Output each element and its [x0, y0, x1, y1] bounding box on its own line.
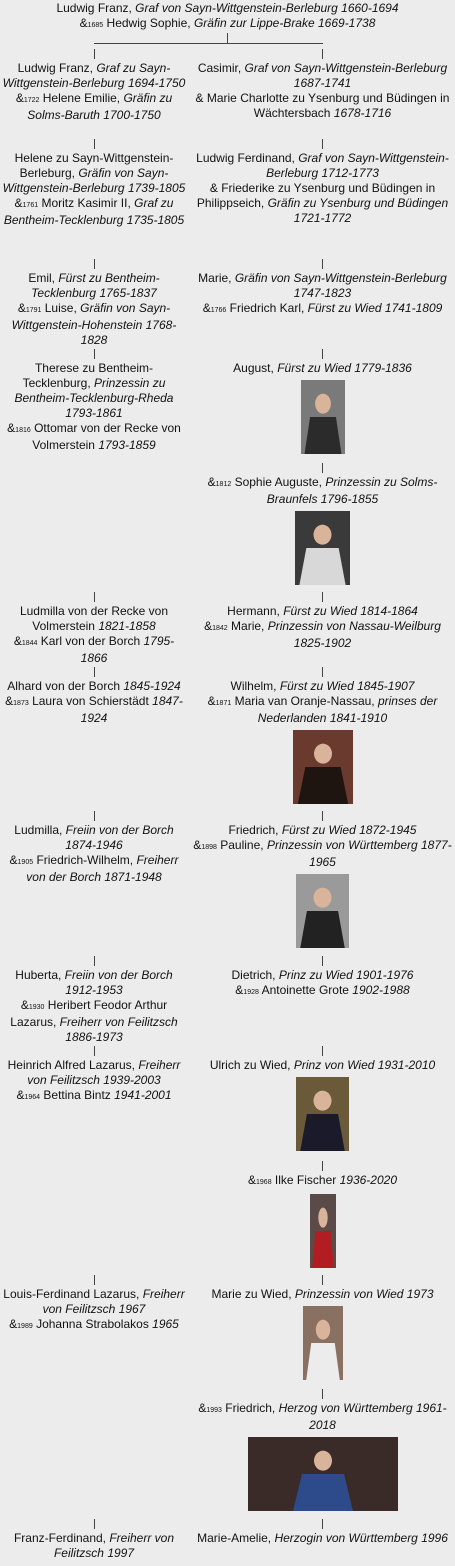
person-line: [190, 679, 455, 694]
person-title: Freiin von der Borch 1912-1953: [64, 968, 173, 997]
root-connector: [227, 33, 228, 43]
person-name: &: [248, 1173, 257, 1187]
person-title: Graf zu Bentheim-Tecklenburg 1735-1805: [3, 196, 185, 227]
person-title: Prinzessin von Wied 1973: [294, 1287, 434, 1301]
person-name: &: [235, 983, 244, 997]
person-line: [2, 604, 186, 634]
marriage-year: 1761: [22, 202, 39, 209]
person-line: [190, 1287, 455, 1302]
spouse-line: [190, 619, 455, 651]
marriage-year: 1873: [13, 700, 29, 707]
marriage-year: 1993: [206, 1407, 222, 1414]
left-person-2: [2, 271, 186, 348]
person-title: Fürst zu Wied 1872-1945: [281, 823, 417, 837]
person-name: Ilke Fischer: [271, 1173, 340, 1187]
person-name: Marie zu Wied,: [211, 1287, 295, 1301]
left-person-6: [2, 823, 186, 885]
person-name: Marie,: [198, 271, 235, 285]
person-name: Louis-Ferdinand Lazarus,: [3, 1287, 143, 1301]
person-name: Marie,: [227, 619, 268, 633]
right-person-12: [190, 1401, 455, 1511]
right-descent-tick: [322, 139, 323, 149]
person-title: Gräfin zu Solms-Baruth 1700-1750: [27, 91, 173, 122]
person-name: Karl von der Borch: [37, 634, 144, 648]
left-descent-tick: [94, 1046, 95, 1056]
person-name: Johanna Strabolakos: [32, 1317, 153, 1331]
person-line: [2, 823, 186, 853]
left-descent-tick: [94, 956, 95, 966]
person-name: Moritz Kasimir II,: [38, 196, 135, 210]
right-person-6: [190, 679, 455, 804]
right-descent-tick: [322, 811, 323, 821]
person-name: & Friederike zu Ysenburg und Büdingen in Philippseich,: [196, 181, 436, 210]
portrait-photo-ilke: [310, 1194, 336, 1268]
right-descent-tick: [322, 349, 323, 359]
left-person-5: [2, 679, 186, 726]
person-name: Ludmilla,: [14, 823, 66, 837]
person-name: Friedrich,: [228, 823, 282, 837]
person-line: [2, 968, 186, 998]
person-title: Graf zu Sayn-Wittgenstein-Berleburg 1694-1750: [2, 61, 186, 90]
left-person-1: [2, 151, 186, 228]
left-descent-tick: [94, 811, 95, 821]
marriage-marker: &: [79, 16, 88, 30]
marriage-year: 1685: [87, 22, 104, 29]
right-person-10: [190, 1173, 455, 1268]
person-name: &: [14, 196, 23, 210]
left-person-9: [2, 1287, 186, 1334]
left-person-8: [2, 1058, 186, 1105]
person-title: 1821-1858: [98, 619, 156, 633]
person-name: Bettina Bintz: [40, 1088, 115, 1102]
person-name: &: [7, 421, 16, 435]
person-line: [2, 361, 186, 421]
person-title: 1795-1866: [80, 634, 175, 665]
person-title: Gräfin von Sayn-Wittgenstein-Berleburg 1739-1805: [2, 166, 186, 195]
right-descent-tick: [322, 956, 323, 966]
spouse-line: [2, 196, 186, 228]
person-name: &: [9, 1317, 18, 1331]
spouse-line: [190, 181, 455, 226]
person-name: Ottomar von der Recke von Volmerstein: [30, 421, 181, 452]
person-title: Fürst zu Bentheim-Tecklenburg 1765-1837: [31, 271, 160, 300]
left-descent-tick: [94, 1275, 95, 1285]
person-title: Fürst zu Wied 1814-1864: [283, 604, 418, 618]
person-title: Gräfin von Sayn-Wittgenstein-Berleburg 1747-1823: [234, 271, 447, 300]
person-title: Prinzessin zu Bentheim-Tecklenburg-Rheda 1793-1861: [14, 376, 174, 420]
person-name: Ludmilla von der Recke von Volmerstein: [19, 604, 169, 633]
right-person-2: [190, 271, 455, 318]
spouse-line: [190, 694, 455, 726]
left-person-3: [2, 361, 186, 453]
person-name: &: [202, 301, 211, 315]
spouse-line: [2, 998, 186, 1045]
person-name: Laura von Schierstädt: [28, 694, 153, 708]
person-name: & Marie Charlotte zu Ysenburg und Büdingen in Wächtersbach: [195, 91, 450, 120]
person-name: &: [15, 91, 24, 105]
person-line: [190, 1531, 455, 1546]
person-title: Prinzessin von Württemberg 1877-1965: [266, 838, 452, 869]
person-title: Prinz von Wied 1931-2010: [293, 1058, 436, 1072]
marriage-year: 1968: [256, 1179, 272, 1186]
person-title: Freiherr von Feilitzsch 1939-2003: [27, 1058, 181, 1087]
right-descent-tick: [322, 1389, 323, 1399]
spouse-line: [2, 1088, 186, 1105]
right-descent-tick: [322, 1275, 323, 1285]
right-person-9: [190, 1058, 455, 1151]
person-line: [190, 1173, 455, 1190]
person-line: [190, 823, 455, 838]
person-name: &: [207, 475, 216, 489]
right-person-7: [190, 823, 455, 948]
person-name: Marie-Amelie,: [197, 1531, 275, 1545]
person-name: &: [198, 1401, 207, 1415]
marriage-year: 1898: [201, 844, 217, 851]
person-name: Heinrich Alfred Lazarus,: [7, 1058, 139, 1072]
person-title: 1941-2001: [114, 1088, 172, 1102]
person-name: Ludwig Ferdinand,: [196, 151, 299, 165]
person-name: Friedrich Karl,: [226, 301, 308, 315]
root-spouse-name: Hedwig Sophie,: [103, 16, 194, 30]
person-line: [190, 1058, 455, 1073]
marriage-year: 1812: [215, 481, 232, 488]
right-descent-tick: [322, 259, 323, 269]
right-descent-tick: [322, 592, 323, 602]
person-name: Pauline,: [216, 838, 267, 852]
left-descent-tick: [94, 259, 95, 269]
person-line: [190, 361, 455, 376]
marriage-year: 1766: [210, 307, 227, 314]
spouse-line: [190, 301, 455, 318]
person-name: Maria van Oranje-Nassau,: [231, 694, 378, 708]
person-name: &: [20, 998, 29, 1012]
person-line: [190, 1401, 455, 1433]
person-line: [190, 151, 455, 181]
person-line: [190, 61, 455, 91]
person-name: &: [9, 853, 18, 867]
right-descent-tick: [322, 1046, 323, 1056]
person-name: Helene Emilie,: [39, 91, 124, 105]
person-name: Luise,: [41, 301, 81, 315]
portrait-photo-marie: [303, 1306, 343, 1380]
person-name: &: [5, 694, 14, 708]
right-descent-tick: [322, 1161, 323, 1171]
left-descent-tick: [94, 139, 95, 149]
spouse-line: [2, 91, 186, 123]
person-title: 1678-1716: [333, 106, 392, 120]
marriage-year: 1930: [28, 1004, 45, 1011]
root-name: Ludwig Franz,: [56, 1, 136, 15]
person-line: [2, 679, 186, 694]
marriage-year: 1964: [24, 1094, 41, 1101]
left-person-0: [2, 61, 186, 123]
left-descent-tick: [94, 349, 95, 359]
marriage-year: 1816: [15, 427, 31, 434]
person-name: Casimir,: [197, 61, 245, 75]
marriage-year: 1989: [17, 1323, 33, 1330]
marriage-year: 1928: [243, 989, 259, 996]
person-name: Ludwig Franz,: [17, 61, 97, 75]
spouse-line: [2, 1317, 186, 1334]
person-title: Gräfin von Sayn-Wittgenstein-Hohenstein 1768-1828: [11, 301, 177, 347]
person-line: [2, 271, 186, 301]
marriage-year: 1722: [23, 97, 40, 104]
spouse-line: [2, 634, 186, 666]
person-name: Franz-Ferdinand,: [13, 1531, 110, 1545]
person-title: Fürst zu Wied 1779-1836: [277, 361, 412, 375]
person-name: Huberta,: [15, 968, 65, 982]
marriage-year: 1791: [25, 307, 42, 314]
person-title: Graf von Sayn-Wittgenstein-Berleburg 1687-1741: [244, 61, 448, 90]
right-descent-tick: [322, 463, 323, 473]
person-title: Freiherr von der Borch 1871-1948: [26, 853, 179, 884]
spouse-line: [190, 983, 455, 1000]
person-name: &: [207, 694, 216, 708]
spouse-line: [2, 853, 186, 885]
person-name: Hermann,: [227, 604, 284, 618]
person-name: &: [17, 301, 26, 315]
person-name: Antoinette Grote: [258, 983, 353, 997]
person-name: &: [16, 1088, 25, 1102]
person-name: Therese zu Bentheim-Tecklenburg,: [22, 361, 154, 390]
right-person-11: [190, 1287, 455, 1380]
spouse-line: [2, 694, 186, 726]
person-title: Herzog von Württemberg 1961-2018: [278, 1401, 447, 1432]
person-title: Prinzessin von Nassau-Weilburg 1825-1902: [267, 619, 441, 650]
spouse-line: [2, 421, 186, 453]
person-name: Sophie Auguste,: [231, 475, 326, 489]
left-descent-tick: [94, 49, 95, 59]
portrait-photo-friedrich: [248, 1437, 398, 1511]
person-title: Prinz zu Wied 1901-1976: [278, 968, 414, 982]
person-title: Freiherr von Feilitzsch 1886-1973: [59, 1015, 178, 1044]
left-descent-tick: [94, 1519, 95, 1529]
left-person-7: [2, 968, 186, 1045]
right-person-3: [190, 361, 455, 454]
right-person-13: [190, 1531, 455, 1546]
person-line: [2, 1287, 186, 1317]
person-title: 1902-1988: [352, 983, 410, 997]
root-title: Graf von Sayn-Wittgenstein-Berleburg 1660-1694: [135, 1, 399, 15]
right-person-1: [190, 151, 455, 226]
root-couple: [0, 1, 455, 33]
spouse-line: [2, 301, 186, 348]
root-spouse-title: Gräfin zur Lippe-Brake 1669-1738: [193, 16, 376, 30]
person-line: [2, 1531, 186, 1561]
person-title: prinses der Nederlanden 1841-1910: [257, 694, 438, 725]
right-descent-tick: [322, 667, 323, 677]
marriage-year: 1871: [215, 700, 232, 707]
left-person-4: [2, 604, 186, 666]
person-name: Friedrich,: [221, 1401, 279, 1415]
right-person-8: [190, 968, 455, 1000]
portrait-photo-august: [301, 380, 345, 454]
person-name: Helene zu Sayn-Wittgenstein-Berleburg,: [14, 151, 174, 180]
person-name: Wilhelm,: [230, 679, 280, 693]
person-title: Fürst zu Wied 1741-1809: [307, 301, 443, 315]
person-title: 1936-2020: [339, 1173, 397, 1187]
person-name: Emil,: [28, 271, 59, 285]
person-line: [190, 475, 455, 507]
person-line: [190, 604, 455, 619]
person-title: Fürst zu Wied 1845-1907: [279, 679, 415, 693]
person-title: Freiherr von Feilitzsch 1967: [42, 1287, 185, 1316]
person-title: Herzogin von Württemberg 1996: [274, 1531, 448, 1545]
person-line: [2, 1058, 186, 1088]
portrait-photo-sophie: [295, 511, 350, 585]
person-name: Heribert Feodor Arthur Lazarus,: [10, 998, 168, 1029]
person-title: Graf von Sayn-Wittgenstein-Berleburg 1712-1773: [266, 151, 449, 180]
person-name: Friedrich-Wilhelm,: [33, 853, 137, 867]
portrait-photo-pauline: [296, 874, 349, 948]
person-line: [190, 968, 455, 983]
person-name: &: [13, 634, 22, 648]
person-title: 1965: [152, 1317, 179, 1331]
person-name: &: [204, 619, 213, 633]
right-descent-tick: [322, 1519, 323, 1529]
right-person-5: [190, 604, 455, 651]
person-title: 1847-1924: [80, 694, 183, 725]
spouse-line: [190, 91, 455, 121]
person-line: [190, 271, 455, 301]
person-title: 1845-1924: [123, 679, 181, 693]
marriage-year: 1844: [21, 640, 38, 647]
marriage-year: 1842: [212, 625, 228, 632]
marriage-year: 1905: [17, 859, 34, 866]
person-line: [2, 151, 186, 196]
person-title: Gräfin zu Ysenburg und Büdingen 1721-1772: [267, 196, 449, 225]
person-name: Ulrich zu Wied,: [209, 1058, 294, 1072]
portrait-photo-maria: [293, 730, 353, 804]
sibling-bar: [94, 43, 323, 44]
left-person-10: [2, 1531, 186, 1561]
person-title: Freiherr von Feilitzsch 1997: [53, 1531, 175, 1560]
person-title: Prinzessin zu Solms-Braunfels 1796-1855: [266, 475, 438, 506]
person-line: [2, 61, 186, 91]
person-name: August,: [233, 361, 278, 375]
person-name: &: [193, 838, 202, 852]
left-descent-tick: [94, 667, 95, 677]
person-name: Dietrich,: [231, 968, 279, 982]
right-person-4: [190, 475, 455, 585]
right-person-0: [190, 61, 455, 121]
person-name: Alhard von der Borch: [7, 679, 124, 693]
portrait-photo-ulrich: [296, 1077, 349, 1151]
person-title: Freiin von der Borch 1874-1946: [65, 823, 174, 852]
person-title: 1793-1859: [98, 438, 156, 452]
right-descent-tick: [322, 49, 323, 59]
left-descent-tick: [94, 592, 95, 602]
spouse-line: [190, 838, 455, 870]
